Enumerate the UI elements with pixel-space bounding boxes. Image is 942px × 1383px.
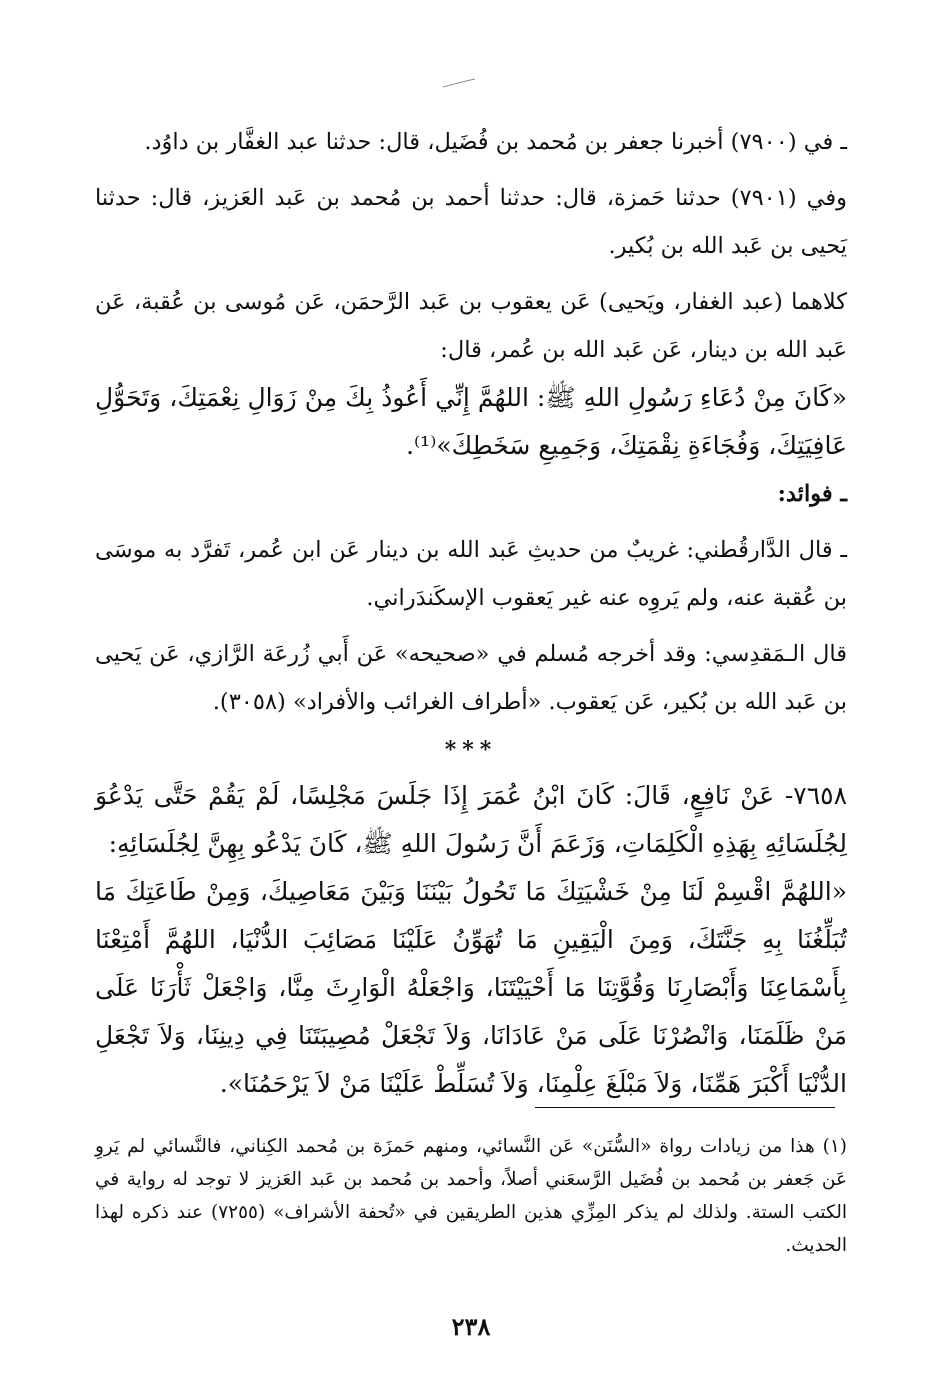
commentary-paragraph-1: ـ قال الدَّارقُطني: غريبٌ من حديثِ عَبد الله بن دينار عَن ابن عُمر، تَفرَّد به موسَى بن عُقبة عنه، ولم يَروِه عنه غير يَعقوب الإسكَندَراني. xyxy=(95,537,847,611)
chain-paragraph-2: وفي (٧٩٠١) حدثنا حَمزة، قال: حدثنا أحمد بن مُحمد بن عَبد العَزيز، قال: حدثنا يَحيى بن عَبد الله بن بُكير. xyxy=(95,185,848,259)
chain-paragraph-1: ـ في (٧٩٠٠) أخبرنا جعفر بن مُحمد بن فُضَيل، قال: حدثنا عبد الغفَّار بن داوُد. xyxy=(144,129,847,155)
hadith-7658-dua: «اللهُمَّ اقْسِمْ لَنَا مِنْ خَشْيَتِكَ مَا تَحُولُ بَيْنَنَا وَبَيْنَ مَعَاصِيكَ، وَمِنْ طَاعَتِكَ مَا تُبَلِّغُنَا بِهِ جَنَّتَكَ، وَمِنَ الْيَقِينِ مَا تُهَوِّنُ عَلَيْنَا مَصَائِبَ الدُّنْيَا، اللهُمَّ أَمْتِعْنَا بِأَسْمَاعِنَا وَأَبْصَارِنَا وَقُوَّتِنَا مَا أَحْيَيْتَنَا، وَاجْعَلْهُ الْوَارِثَ مِنَّا، وَاجْعَلْ ثَأْرَنَا عَلَى مَنْ ظَلَمَنَا، وَانْصُرْنَا عَلَى مَنْ عَادَانَا، وَلاَ تَجْعَلْ مُصِيبَتَنَا فِي دِينِنَا، وَلاَ تَجْعَلِ الدُّنْيَا أَكْبَرَ هَمِّنَا، وَلاَ مَبْلَغَ عِلْمِنَا، وَلاَ تُسَلِّطْ عَلَيْنَا مَنْ لاَ يَرْحَمُنَا». xyxy=(95,877,847,1098)
footnote-separator xyxy=(535,1107,835,1108)
footnotes xyxy=(95,1130,847,1262)
fawaid-heading: ـ فوائد: xyxy=(777,481,847,507)
page-number: ٢٣٨ xyxy=(451,1312,491,1341)
main-text xyxy=(95,118,847,1108)
footnote-1: (١) هذا من زيادات رواة «السُّنَن» عَن النَّسائي، ومنهم حَمزَة بن مُحمد الكِناني، فالنَّسائي لم يَروِ عَن جَعفر بن مُحمد بن فُضَيل الرَّسعَني أصلاً، وأحمد بن مُحمد بن عَبد العَزيز لا توجد له رواية في الكتب الستة. ولذلك لم يذكر المِزِّي هذين الطريقين في «تُحفة الأشراف» (٧٢٥٥) عند ذكره لهذا الحديث. xyxy=(95,1136,847,1256)
commentary-paragraph-2: قال الـمَقدِسي: وقد أخرجه مُسلم في «صحيحه» عَن أَبي زُرعَة الرَّازي، عَن يَحيى بن عَبد الله بن بُكير، عَن يَعقوب. «أطراف الغرائب والأفراد» (٣٠٥٨). xyxy=(95,641,847,715)
hadith-7658-intro: ٧٦٥٨- عَنْ نَافِعٍ، قَالَ: كَانَ ابْنُ عُمَرَ إِذَا جَلَسَ مَجْلِسًا، لَمْ يَقُمْ حَتَّى يَدْعُوَ لِجُلَسَائِهِ بِهَذِهِ الْكَلِمَاتِ، وَزَعَمَ أَنَّ رَسُولَ اللهِ ﷺ، كَانَ يَدْعُو بِهِنَّ لِجُلَسَائِهِ: xyxy=(95,781,847,858)
chain-paragraph-3: كلاهما (عبد الغفار، ويَحيى) عَن يعقوب بن عَبد الرَّحمَن، عَن مُوسى بن عُقبة، عَن عَبد الله بن دينار، عَن عَبد الله بن عُمر، قال: xyxy=(95,289,847,363)
hadith-text-1: «كَانَ مِنْ دُعَاءِ رَسُولِ اللهِ ﷺ: اللهُمَّ إِنِّي أَعُوذُ بِكَ مِنْ زَوَالِ نِعْمَتِكَ، وَتَحَوُّلِ عَافِيَتِكَ، وَفُجَاءَةِ نِقْمَتِكَ، وَجَمِيعِ سَخَطِكَ»⁽¹⁾. xyxy=(95,383,847,460)
section-divider-stars: *** xyxy=(444,737,498,763)
top-pen-mark xyxy=(441,76,477,90)
